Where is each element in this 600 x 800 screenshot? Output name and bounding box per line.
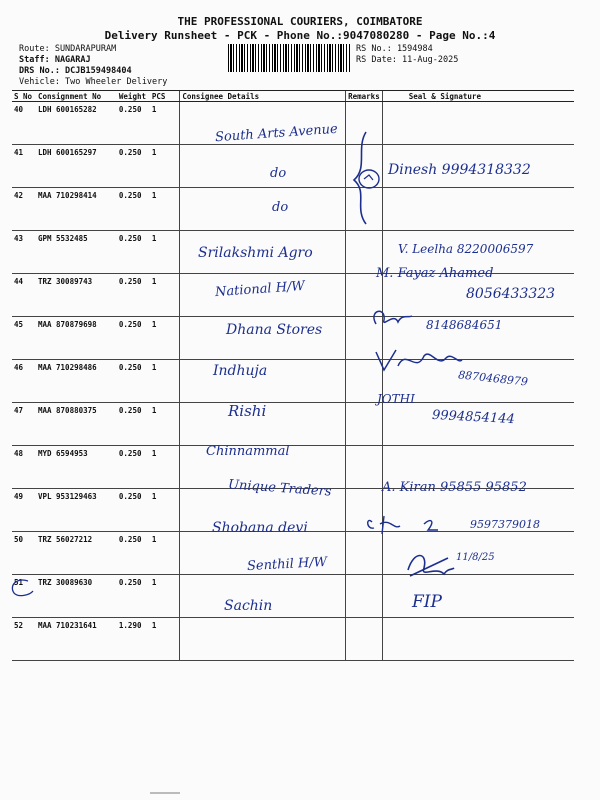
consignment-cell: MYD 6594953	[36, 446, 117, 489]
handwritten-scribble	[368, 304, 414, 332]
table-row	[12, 188, 574, 231]
handwritten-scribble	[404, 548, 456, 582]
handwritten-signature: JOTHI	[377, 392, 415, 406]
runsheet-title: THE PROFESSIONAL COURIERS, COIMBATORE	[177, 15, 423, 28]
consignment-cell: MAA 710298414	[36, 188, 117, 231]
signature-cell	[382, 102, 574, 145]
consignee-cell	[180, 188, 346, 231]
handwritten-consignee: Srilakshmi Agro	[198, 245, 313, 261]
pcs-cell: 1	[150, 145, 180, 188]
pcs-cell: 1	[150, 446, 180, 489]
circled-row-mark	[8, 578, 34, 598]
sno-cell: 47	[12, 403, 36, 446]
remarks-cell	[346, 575, 383, 618]
sno-cell: 44	[12, 274, 36, 317]
col-header: PCS	[150, 91, 180, 102]
consignment-cell: MAA 870880375	[36, 403, 117, 446]
handwritten-signature: 11/8/25	[456, 552, 495, 563]
drs-label: DRS No.: DCJB159498404	[19, 66, 132, 76]
handwritten-signature: 8148684651	[426, 318, 503, 332]
staff-label: Staff: NAGARAJ	[19, 55, 91, 65]
handwritten-signature: V. Leelha 8220006597	[398, 242, 534, 256]
sno-cell: 50	[12, 532, 36, 575]
weight-cell: 0.250	[117, 403, 150, 446]
signature-cell	[382, 618, 574, 661]
pcs-cell: 1	[150, 317, 180, 360]
weight-cell: 0.250	[117, 532, 150, 575]
sno-cell: 43	[12, 231, 36, 274]
weight-cell: 0.250	[117, 575, 150, 618]
table-row	[12, 618, 574, 661]
pcs-cell: 1	[150, 532, 180, 575]
handwritten-signature: 9597379018	[470, 518, 540, 531]
handwritten-consignee: South Arts Avenue	[214, 121, 339, 146]
handwritten-consignee: Rishi	[228, 402, 267, 420]
consignment-cell: GPM 5532485	[36, 231, 117, 274]
pcs-cell: 1	[150, 403, 180, 446]
consignee-cell	[180, 618, 346, 661]
consignment-cell: MAA 870879698	[36, 317, 117, 360]
sno-cell: 42	[12, 188, 36, 231]
consignee-cell	[180, 145, 346, 188]
sno-cell: 41	[12, 145, 36, 188]
consignment-cell: MAA 710298486	[36, 360, 117, 403]
meta-right	[356, 44, 458, 66]
handwritten-consignee: National H/W	[214, 278, 306, 301]
runsheet-subtitle: Delivery Runsheet - PCK - Phone No.:9047080280 - Page No.:4	[104, 29, 496, 42]
pcs-cell: 1	[150, 188, 180, 231]
rs-date-label: RS Date: 11-Aug-2025	[356, 55, 459, 65]
handwritten-consignee: Indhuja	[213, 363, 268, 379]
handwritten-signature: M. Fayaz Ahamed	[376, 266, 494, 281]
handwritten-consignee: Senthil H/W	[246, 554, 328, 575]
weight-cell: 0.250	[117, 188, 150, 231]
handwritten-consignee: do	[270, 166, 287, 181]
weight-cell: 0.250	[117, 145, 150, 188]
route-label: Route: SUNDARAPURAM	[19, 44, 117, 54]
sno-cell: 45	[12, 317, 36, 360]
sno-cell: 48	[12, 446, 36, 489]
handwritten-signature: 8056433323	[466, 286, 556, 302]
handwritten-signature: A. Kiran 95855 95852	[382, 480, 527, 495]
pcs-cell: 1	[150, 274, 180, 317]
consignment-cell: LDH 600165297	[36, 145, 117, 188]
weight-cell: 0.250	[117, 446, 150, 489]
handwritten-signature: 8870468979	[457, 368, 529, 389]
handwritten-scribble	[366, 512, 456, 538]
col-header: Consignee Details	[180, 91, 346, 102]
pcs-cell: 1	[150, 618, 180, 661]
handwritten-circle-mark	[357, 168, 381, 190]
remarks-cell	[346, 446, 383, 489]
pcs-cell: 1	[150, 489, 180, 532]
weight-cell: 0.250	[117, 489, 150, 532]
table-row	[12, 575, 574, 618]
col-header: Weight	[117, 91, 150, 102]
weight-cell: 0.250	[117, 102, 150, 145]
remarks-cell	[346, 618, 383, 661]
handwritten-consignee: Sachin	[224, 598, 273, 614]
handwritten-consignee: Shobana devi	[212, 520, 308, 536]
handwritten-consignee: do	[272, 200, 289, 215]
consignment-cell: LDH 600165282	[36, 102, 117, 145]
vehicle-label: Vehicle: Two Wheeler Delivery	[19, 77, 168, 87]
handwritten-signature: FIP	[412, 592, 442, 612]
table-header-row	[12, 91, 574, 102]
pcs-cell: 1	[150, 102, 180, 145]
col-header: Consignment No	[36, 91, 117, 102]
barcode	[228, 44, 350, 72]
consignment-cell: TRZ 30089630	[36, 575, 117, 618]
handwritten-consignee: Unique Traders	[227, 477, 332, 500]
weight-cell: 0.250	[117, 360, 150, 403]
weight-cell: 0.250	[117, 317, 150, 360]
consignment-cell: MAA 710231641	[36, 618, 117, 661]
handwritten-signature: Dinesh 9994318332	[388, 162, 531, 178]
sno-cell: 52	[12, 618, 36, 661]
weight-cell: 1.290	[117, 618, 150, 661]
col-header: S No	[12, 91, 36, 102]
rs-no-label: RS No.: 1594984	[356, 44, 433, 54]
handwritten-scribble	[372, 344, 464, 376]
sno-cell: 46	[12, 360, 36, 403]
sno-cell: 49	[12, 489, 36, 532]
col-header: Seal & Signature	[382, 91, 574, 102]
consignment-cell: TRZ 56027212	[36, 532, 117, 575]
pcs-cell: 1	[150, 575, 180, 618]
handwritten-signature: 9994854144	[431, 407, 516, 428]
signature-cell	[382, 188, 574, 231]
col-header: Remarks	[346, 91, 383, 102]
sno-cell: 40	[12, 102, 36, 145]
consignment-cell: VPL 953129463	[36, 489, 117, 532]
pcs-cell: 1	[150, 231, 180, 274]
weight-cell: 0.250	[117, 231, 150, 274]
meta-left	[19, 44, 167, 88]
consignment-cell: TRZ 30089743	[36, 274, 117, 317]
handwritten-consignee: Chinnammal	[206, 444, 290, 459]
remarks-cell	[346, 403, 383, 446]
handwritten-consignee: Dhana Stores	[226, 322, 323, 338]
footer-mark	[150, 792, 180, 794]
pcs-cell: 1	[150, 360, 180, 403]
weight-cell: 0.250	[117, 274, 150, 317]
sno-cell: 51	[12, 575, 36, 618]
